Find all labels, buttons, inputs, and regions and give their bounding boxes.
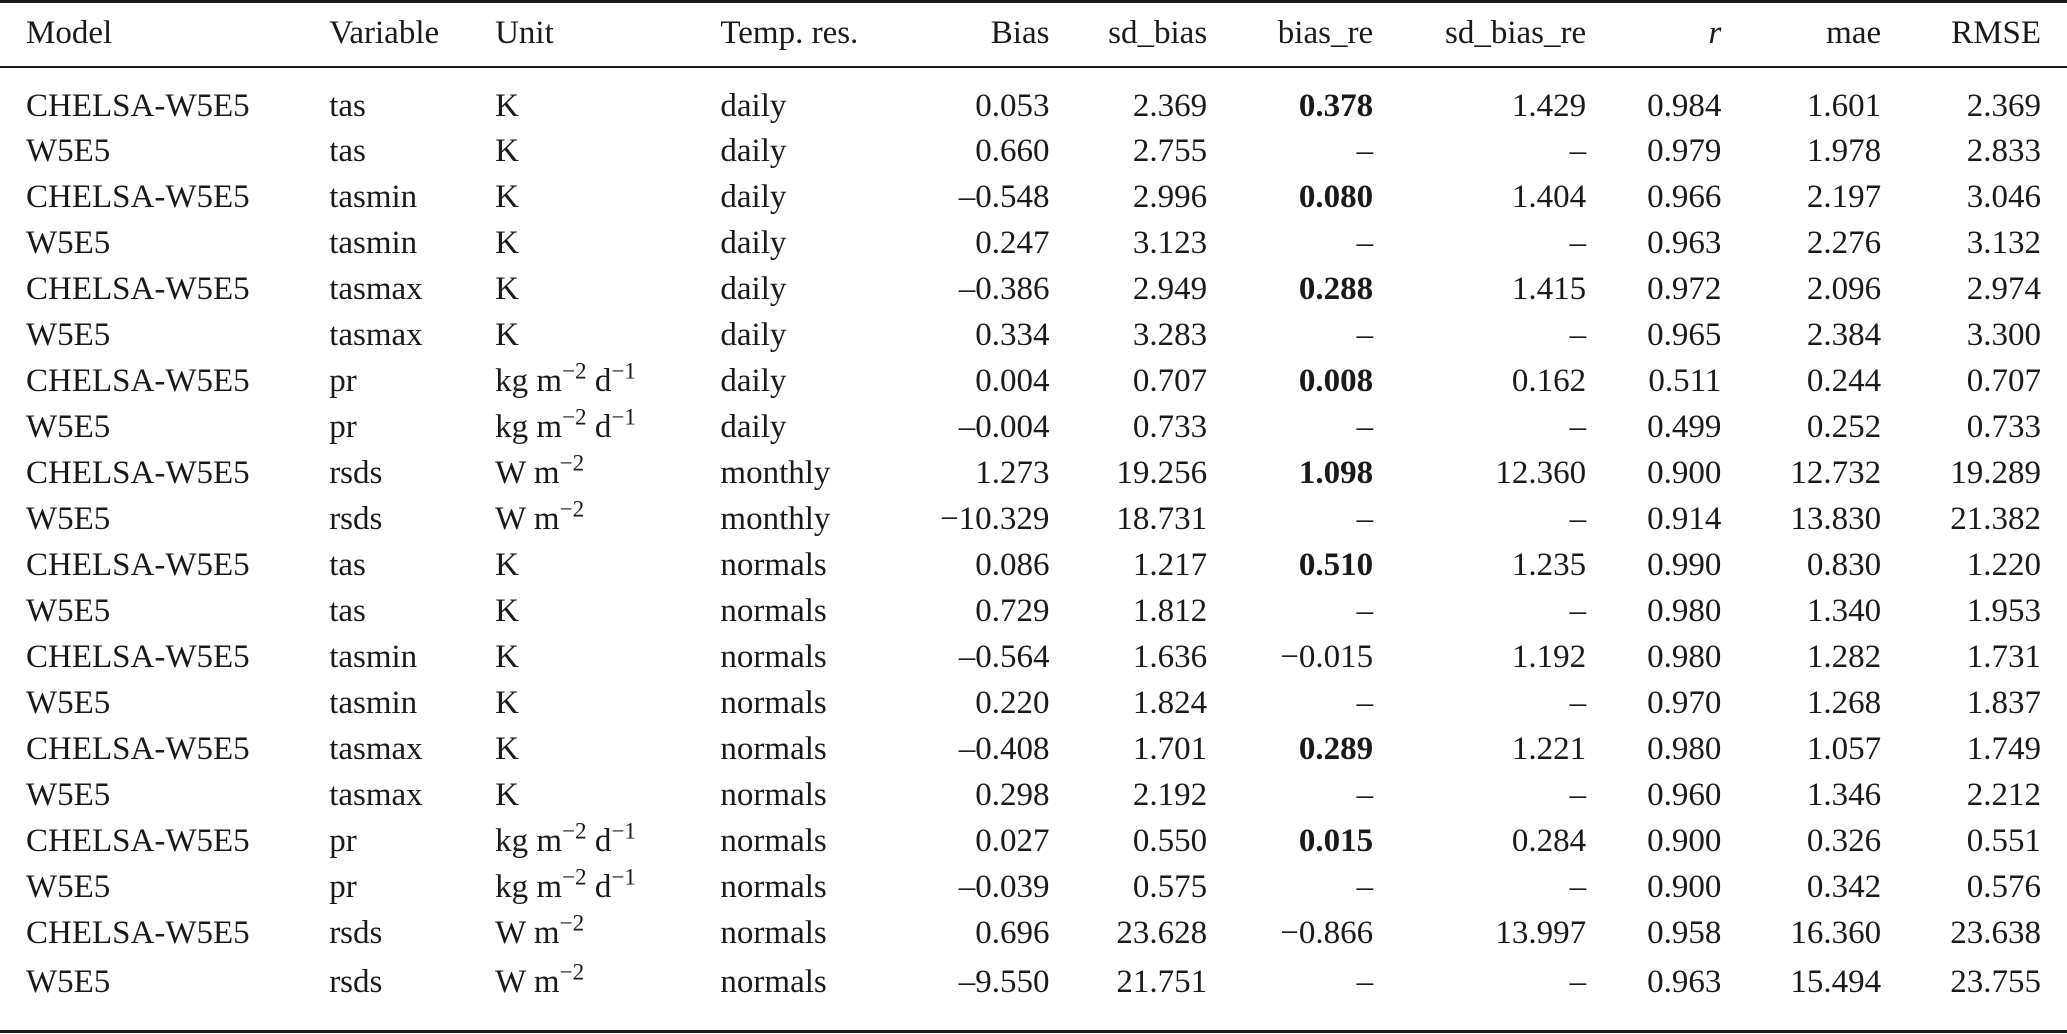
- cell-sd-bias-re: –: [1569, 868, 1587, 905]
- unit-exponent: −1: [611, 862, 636, 889]
- cell-model: W5E5: [26, 868, 111, 905]
- cell-bias: 0.696: [975, 914, 1050, 951]
- cell-model: W5E5: [26, 224, 111, 261]
- cell-r: 0.972: [1647, 270, 1722, 307]
- cell-mae: 1.601: [1806, 87, 1882, 124]
- cell-temp-res: normals: [720, 822, 827, 859]
- cell-r: 0.499: [1647, 408, 1722, 445]
- cell-sd-bias: 23.628: [1116, 914, 1208, 951]
- cell-variable: tasmax: [329, 776, 423, 813]
- unit-base: K: [495, 224, 519, 261]
- table-row: [0, 450, 2067, 496]
- cell-bias-re: –: [1356, 868, 1374, 905]
- cell-sd-bias: 1.636: [1132, 638, 1208, 675]
- header-r: r: [1708, 14, 1722, 51]
- cell-sd-bias-re: –: [1569, 500, 1587, 537]
- cell-bias: 0.053: [975, 87, 1050, 124]
- cell-sd-bias-re: 1.235: [1511, 546, 1587, 583]
- cell-sd-bias-re: 13.997: [1495, 914, 1587, 951]
- cell-bias-re: 1.098: [1298, 454, 1374, 491]
- cell-temp-res: monthly: [720, 500, 831, 537]
- table-row: [0, 680, 2067, 726]
- cell-bias-re: 0.008: [1298, 362, 1374, 399]
- cell-bias: 0.247: [975, 224, 1050, 261]
- unit-mid: d: [586, 362, 612, 399]
- cell-sd-bias: 1.812: [1132, 592, 1208, 629]
- unit-exponent: −2: [561, 356, 587, 383]
- cell-sd-bias: 1.217: [1132, 546, 1208, 583]
- cell-sd-bias-re: –: [1569, 316, 1587, 353]
- cell-temp-res: normals: [720, 546, 827, 583]
- cell-variable: rsds: [329, 454, 383, 491]
- cell-r: 0.970: [1647, 684, 1722, 721]
- cell-bias-re: –: [1356, 316, 1374, 353]
- cell-mae: 1.340: [1806, 592, 1882, 629]
- unit-exponent: −2: [561, 402, 587, 429]
- cell-model: CHELSA-W5E5: [26, 362, 250, 399]
- cell-mae: 0.252: [1806, 408, 1882, 445]
- unit-base: W m: [495, 500, 560, 537]
- unit-base: K: [495, 638, 519, 675]
- cell-bias: 0.660: [975, 132, 1050, 169]
- cell-bias-re: –: [1356, 500, 1374, 537]
- table-row: [0, 634, 2067, 680]
- cell-r: 0.979: [1647, 132, 1722, 169]
- cell-sd-bias: 2.996: [1132, 178, 1208, 215]
- cell-sd-bias-re: –: [1569, 224, 1587, 261]
- cell-sd-bias-re: 1.221: [1511, 730, 1587, 767]
- unit-exponent: −2: [559, 494, 585, 521]
- cell-rmse: 0.576: [1966, 868, 2041, 905]
- cell-unit: [469, 588, 694, 634]
- table-row: [0, 864, 2067, 910]
- cell-temp-res: normals: [720, 868, 827, 905]
- cell-variable: pr: [329, 822, 357, 859]
- cell-rmse: 1.220: [1966, 546, 2041, 583]
- cell-mae: 1.346: [1806, 776, 1882, 813]
- cell-sd-bias: 1.824: [1132, 684, 1208, 721]
- cell-r: 0.900: [1647, 868, 1722, 905]
- cell-r: 0.900: [1647, 822, 1722, 859]
- cell-unit: [469, 726, 694, 772]
- cell-mae: 0.326: [1806, 822, 1882, 859]
- unit-base: K: [495, 684, 519, 721]
- table-bottom-rule: [0, 1030, 2067, 1033]
- cell-variable: tas: [329, 592, 366, 629]
- cell-model: W5E5: [26, 500, 111, 537]
- cell-sd-bias-re: –: [1569, 684, 1587, 721]
- table-row: [0, 726, 2067, 772]
- cell-temp-res: normals: [720, 730, 827, 767]
- header-temp-res: Temp. res.: [720, 14, 859, 51]
- cell-bias-re: –: [1356, 132, 1374, 169]
- cell-model: CHELSA-W5E5: [26, 638, 250, 675]
- cell-bias-re: 0.510: [1298, 546, 1374, 583]
- cell-r: 0.511: [1648, 362, 1722, 399]
- cell-bias: –9.550: [958, 963, 1050, 1000]
- cell-mae: 1.268: [1806, 684, 1882, 721]
- cell-mae: 16.360: [1790, 914, 1882, 951]
- unit-exponent: −1: [611, 402, 636, 429]
- cell-variable: tasmin: [329, 178, 418, 215]
- cell-sd-bias: 0.707: [1132, 362, 1208, 399]
- cell-sd-bias: 18.731: [1116, 500, 1208, 537]
- cell-unit: [469, 358, 694, 404]
- cell-r: 0.900: [1647, 454, 1722, 491]
- cell-bias: −10.329: [940, 500, 1050, 537]
- unit-exponent: −2: [559, 957, 585, 984]
- cell-rmse: 3.132: [1966, 224, 2041, 261]
- table-row: [0, 588, 2067, 634]
- cell-sd-bias: 2.369: [1132, 87, 1208, 124]
- cell-temp-res: normals: [720, 776, 827, 813]
- cell-temp-res: normals: [720, 914, 827, 951]
- cell-variable: rsds: [329, 963, 383, 1000]
- cell-bias-re: 0.378: [1298, 87, 1374, 124]
- cell-bias: 1.273: [975, 454, 1050, 491]
- cell-mae: 13.830: [1790, 500, 1882, 537]
- cell-temp-res: daily: [720, 316, 787, 353]
- unit-base: kg m: [495, 408, 562, 445]
- cell-mae: 12.732: [1790, 454, 1882, 491]
- unit-base: W m: [495, 914, 560, 951]
- table-body: [0, 66, 2067, 1008]
- cell-rmse: 1.731: [1966, 638, 2041, 675]
- cell-rmse: 2.974: [1966, 270, 2041, 307]
- cell-bias: –0.039: [958, 868, 1050, 905]
- cell-bias: –0.548: [958, 178, 1050, 215]
- cell-sd-bias: 2.949: [1132, 270, 1208, 307]
- cell-variable: pr: [329, 868, 357, 905]
- cell-model: W5E5: [26, 963, 111, 1000]
- table-row: [0, 66, 2067, 128]
- cell-r: 0.965: [1647, 316, 1722, 353]
- cell-rmse: 0.707: [1966, 362, 2041, 399]
- cell-bias: –0.564: [958, 638, 1050, 675]
- cell-bias-re: 0.289: [1298, 730, 1374, 767]
- header-model: Model: [26, 14, 113, 51]
- unit-base: W m: [495, 963, 560, 1000]
- cell-variable: pr: [329, 408, 357, 445]
- cell-unit: [469, 910, 694, 956]
- cell-sd-bias: 0.550: [1132, 822, 1208, 859]
- unit-base: K: [495, 592, 519, 629]
- cell-mae: 1.978: [1806, 132, 1882, 169]
- cell-bias-re: 0.080: [1298, 178, 1374, 215]
- header-unit: Unit: [495, 14, 554, 51]
- cell-temp-res: normals: [720, 592, 827, 629]
- cell-sd-bias-re: 12.360: [1495, 454, 1587, 491]
- cell-unit: [469, 450, 694, 496]
- cell-model: CHELSA-W5E5: [26, 87, 250, 124]
- cell-sd-bias: 3.123: [1132, 224, 1208, 261]
- table-row: [0, 956, 2067, 1008]
- cell-sd-bias: 21.751: [1116, 963, 1208, 1000]
- cell-unit: [469, 404, 694, 450]
- cell-sd-bias: 19.256: [1116, 454, 1208, 491]
- unit-base: K: [495, 132, 519, 169]
- cell-unit: [469, 542, 694, 588]
- header-row: [0, 0, 2067, 66]
- cell-bias: 0.027: [975, 822, 1050, 859]
- unit-base: K: [495, 178, 519, 215]
- cell-mae: 0.342: [1806, 868, 1882, 905]
- cell-mae: 0.244: [1806, 362, 1882, 399]
- cell-temp-res: daily: [720, 87, 787, 124]
- cell-bias-re: 0.015: [1298, 822, 1374, 859]
- cell-variable: pr: [329, 362, 357, 399]
- cell-sd-bias-re: –: [1569, 408, 1587, 445]
- cell-rmse: 1.953: [1966, 592, 2041, 629]
- cell-variable: tasmin: [329, 224, 418, 261]
- cell-sd-bias-re: –: [1569, 776, 1587, 813]
- cell-mae: 2.384: [1806, 316, 1882, 353]
- unit-exponent: −2: [561, 816, 587, 843]
- cell-temp-res: daily: [720, 408, 787, 445]
- cell-rmse: 0.733: [1966, 408, 2041, 445]
- unit-base: K: [495, 546, 519, 583]
- cell-bias: –0.004: [958, 408, 1050, 445]
- cell-sd-bias: 0.733: [1132, 408, 1208, 445]
- cell-sd-bias: 2.192: [1132, 776, 1208, 813]
- unit-base: kg m: [495, 868, 562, 905]
- header-variable: Variable: [329, 14, 440, 51]
- cell-mae: 2.197: [1806, 178, 1882, 215]
- cell-r: 0.980: [1647, 592, 1722, 629]
- cell-sd-bias-re: 0.162: [1511, 362, 1587, 399]
- cell-mae: 1.057: [1806, 730, 1882, 767]
- unit-exponent: −1: [611, 356, 636, 383]
- cell-bias: –0.408: [958, 730, 1050, 767]
- cell-bias-re: 0.288: [1298, 270, 1374, 307]
- header-sd-bias: sd_bias: [1108, 14, 1208, 51]
- cell-temp-res: daily: [720, 224, 787, 261]
- cell-sd-bias: 0.575: [1132, 868, 1208, 905]
- unit-mid: d: [586, 822, 612, 859]
- cell-r: 0.960: [1647, 776, 1722, 813]
- cell-unit: [469, 266, 694, 312]
- cell-sd-bias: 1.701: [1132, 730, 1208, 767]
- cell-model: W5E5: [26, 408, 111, 445]
- cell-unit: [469, 818, 694, 864]
- cell-rmse: 0.551: [1966, 822, 2041, 859]
- unit-base: K: [495, 270, 519, 307]
- header-bias-re: bias_re: [1277, 14, 1374, 51]
- header-rmse: RMSE: [1951, 14, 2041, 51]
- cell-rmse: 21.382: [1950, 500, 2041, 537]
- cell-sd-bias-re: 1.429: [1511, 87, 1587, 124]
- cell-bias: 0.298: [975, 776, 1050, 813]
- cell-r: 0.958: [1647, 914, 1722, 951]
- unit-exponent: −2: [561, 862, 587, 889]
- cell-mae: 1.282: [1806, 638, 1882, 675]
- cell-model: CHELSA-W5E5: [26, 270, 250, 307]
- cell-temp-res: normals: [720, 638, 827, 675]
- cell-bias-re: −0.015: [1280, 638, 1374, 675]
- unit-base: K: [495, 776, 519, 813]
- table-row: [0, 404, 2067, 450]
- cell-sd-bias-re: 1.192: [1511, 638, 1587, 675]
- table-row: [0, 174, 2067, 220]
- cell-variable: tas: [329, 132, 366, 169]
- cell-sd-bias-re: 1.415: [1511, 270, 1587, 307]
- cell-variable: tasmax: [329, 316, 423, 353]
- cell-variable: rsds: [329, 500, 383, 537]
- cell-temp-res: normals: [720, 684, 827, 721]
- unit-mid: d: [586, 868, 612, 905]
- cell-temp-res: monthly: [720, 454, 831, 491]
- cell-model: CHELSA-W5E5: [26, 178, 250, 215]
- cell-sd-bias-re: –: [1569, 963, 1587, 1000]
- cell-rmse: 1.749: [1966, 730, 2041, 767]
- cell-variable: tasmax: [329, 270, 423, 307]
- unit-exponent: −2: [559, 448, 585, 475]
- cell-variable: tas: [329, 87, 366, 124]
- cell-temp-res: normals: [720, 963, 827, 1000]
- table-row: [0, 772, 2067, 818]
- cell-unit: [469, 220, 694, 266]
- cell-mae: 2.096: [1806, 270, 1882, 307]
- cell-variable: rsds: [329, 914, 383, 951]
- table-row: [0, 910, 2067, 956]
- cell-mae: 15.494: [1790, 963, 1882, 1000]
- cell-variable: tasmin: [329, 684, 418, 721]
- table-row: [0, 358, 2067, 404]
- cell-sd-bias: 2.755: [1132, 132, 1208, 169]
- cell-r: 0.963: [1647, 963, 1722, 1000]
- cell-rmse: 23.638: [1950, 914, 2041, 951]
- cell-variable: tas: [329, 546, 366, 583]
- cell-model: W5E5: [26, 776, 111, 813]
- cell-sd-bias: 3.283: [1132, 316, 1208, 353]
- cell-sd-bias-re: 0.284: [1511, 822, 1587, 859]
- cell-bias: 0.334: [975, 316, 1050, 353]
- cell-temp-res: daily: [720, 132, 787, 169]
- cell-rmse: 23.755: [1950, 963, 2041, 1000]
- table-row: [0, 312, 2067, 358]
- table-header: [0, 0, 2067, 66]
- cell-unit: [469, 66, 694, 128]
- cell-model: CHELSA-W5E5: [26, 454, 250, 491]
- cell-model: W5E5: [26, 684, 111, 721]
- cell-bias-re: –: [1356, 224, 1374, 261]
- cell-unit: [469, 174, 694, 220]
- cell-model: CHELSA-W5E5: [26, 822, 250, 859]
- cell-temp-res: daily: [720, 362, 787, 399]
- cell-variable: tasmax: [329, 730, 423, 767]
- unit-base: kg m: [495, 362, 562, 399]
- table-row: [0, 818, 2067, 864]
- cell-mae: 2.276: [1806, 224, 1882, 261]
- cell-model: CHELSA-W5E5: [26, 546, 250, 583]
- cell-unit: [469, 496, 694, 542]
- unit-base: W m: [495, 454, 560, 491]
- table-row: [0, 496, 2067, 542]
- table-row: [0, 128, 2067, 174]
- cell-bias: 0.729: [975, 592, 1050, 629]
- cell-temp-res: daily: [720, 270, 787, 307]
- unit-base: K: [495, 87, 519, 124]
- cell-model: W5E5: [26, 592, 111, 629]
- cell-rmse: 19.289: [1950, 454, 2041, 491]
- cell-bias: –0.386: [958, 270, 1050, 307]
- unit-mid: d: [586, 408, 612, 445]
- cell-r: 0.966: [1647, 178, 1722, 215]
- cell-model: W5E5: [26, 316, 111, 353]
- unit-base: K: [495, 730, 519, 767]
- unit-base: K: [495, 316, 519, 353]
- cell-unit: [469, 864, 694, 910]
- cell-unit: [469, 634, 694, 680]
- unit-exponent: −1: [611, 816, 636, 843]
- table-row: [0, 220, 2067, 266]
- cell-bias: 0.086: [975, 546, 1050, 583]
- cell-model: CHELSA-W5E5: [26, 730, 250, 767]
- cell-bias-re: –: [1356, 963, 1374, 1000]
- cell-r: 0.914: [1647, 500, 1722, 537]
- unit-exponent: −2: [559, 908, 585, 935]
- cell-model: CHELSA-W5E5: [26, 914, 250, 951]
- cell-rmse: 3.300: [1966, 316, 2041, 353]
- cell-bias-re: –: [1356, 684, 1374, 721]
- cell-rmse: 2.369: [1966, 87, 2041, 124]
- cell-r: 0.984: [1647, 87, 1722, 124]
- cell-sd-bias-re: –: [1569, 592, 1587, 629]
- cell-mae: 0.830: [1806, 546, 1882, 583]
- cell-variable: tasmin: [329, 638, 418, 675]
- cell-model: W5E5: [26, 132, 111, 169]
- cell-rmse: 1.837: [1966, 684, 2041, 721]
- cell-temp-res: daily: [720, 178, 787, 215]
- cell-unit: [469, 956, 694, 1008]
- cell-bias: 0.220: [975, 684, 1050, 721]
- cell-rmse: 2.212: [1966, 776, 2041, 813]
- cell-unit: [469, 772, 694, 818]
- cell-rmse: 2.833: [1966, 132, 2041, 169]
- cell-sd-bias-re: 1.404: [1511, 178, 1587, 215]
- header-mae: mae: [1826, 14, 1882, 51]
- cell-r: 0.980: [1647, 730, 1722, 767]
- cell-rmse: 3.046: [1966, 178, 2041, 215]
- unit-base: kg m: [495, 822, 562, 859]
- cell-r: 0.990: [1647, 546, 1722, 583]
- cell-bias: 0.004: [975, 362, 1050, 399]
- cell-unit: [469, 680, 694, 726]
- cell-r: 0.980: [1647, 638, 1722, 675]
- cell-bias-re: –: [1356, 592, 1374, 629]
- cell-unit: [469, 128, 694, 174]
- table-row: [0, 266, 2067, 312]
- cell-bias-re: −0.866: [1280, 914, 1374, 951]
- cell-bias-re: –: [1356, 408, 1374, 445]
- cell-bias-re: –: [1356, 776, 1374, 813]
- header-bias: Bias: [990, 14, 1050, 51]
- header-sd-bias-re: sd_bias_re: [1445, 14, 1587, 51]
- table-row: [0, 542, 2067, 588]
- cell-sd-bias-re: –: [1569, 132, 1587, 169]
- cell-unit: [469, 312, 694, 358]
- cell-r: 0.963: [1647, 224, 1722, 261]
